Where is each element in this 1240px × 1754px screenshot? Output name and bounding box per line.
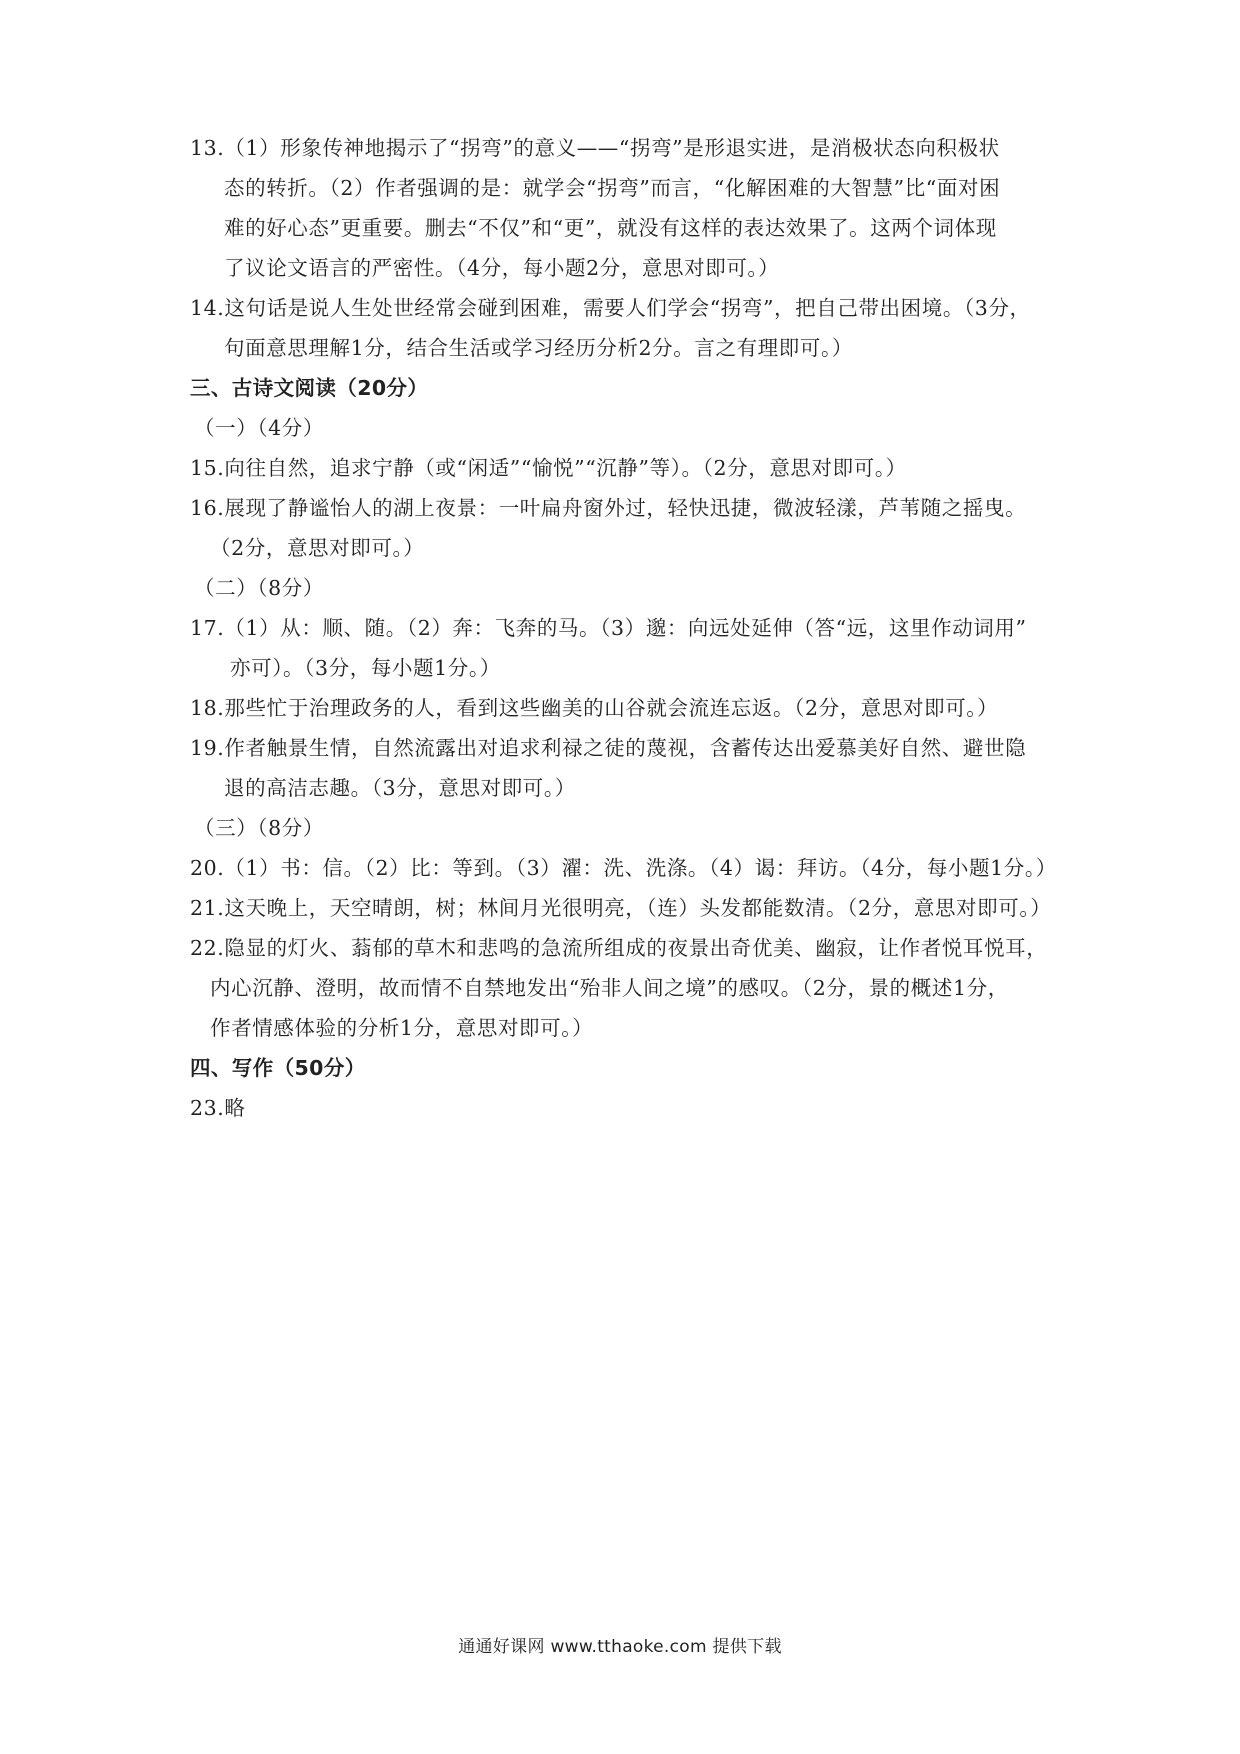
answer-13-line-3: 难的好心态”更重要。删去“不仅”和“更”，就没有这样的表达效果了。这两个词体现 <box>224 216 997 240</box>
section-heading-classical: 三、古诗文阅读（20分） <box>190 376 429 400</box>
answer-13-line-1: 13.（1）形象传神地揭示了“拐弯”的意义——“拐弯”是形退实进，是消极状态向积极状 <box>190 136 1000 160</box>
answer-16-line-2: （2分，意思对即可。） <box>210 536 425 560</box>
subsection-1: （一）（4分） <box>194 416 324 440</box>
answer-13-line-2: 态的转折。（2）作者强调的是：就学会“拐弯”而言，“化解困难的大智慧”比“面对困 <box>224 176 1001 200</box>
answer-17-line-2: 亦可）。（3分，每小题1分。） <box>230 656 501 680</box>
answer-19-line-2: 退的高洁志趣。（3分，意思对即可。） <box>224 776 576 800</box>
answer-19-line-1: 19.作者触景生情，自然流露出对追求利禄之徒的蔑视，含蓄传达出爱慕美好自然、避世隐 <box>190 736 1027 760</box>
section-heading-writing: 四、写作（50分） <box>190 1056 366 1080</box>
subsection-2: （二）（8分） <box>194 576 324 600</box>
answer-15: 15.向往自然，追求宁静（或“闲适”“愉悦”“沉静”等）。（2分，意思对即可。） <box>190 456 907 480</box>
answer-14-line-1: 14.这句话是说人生处世经常会碰到困难，需要人们学会“拐弯”，把自己带出困境。（3分， <box>190 296 1031 320</box>
answer-22-line-1: 22.隐显的灯火、蓊郁的草木和悲鸣的急流所组成的夜景出奇优美、幽寂，让作者悦耳悦耳， <box>190 936 1048 960</box>
answer-18: 18.那些忙于治理政务的人，看到这些幽美的山谷就会流连忘返。（2分，意思对即可。） <box>190 696 999 720</box>
answer-23: 23.略 <box>190 1096 246 1120</box>
answer-22-line-2: 内心沉静、澄明，故而情不自禁地发出“殆非人间之境”的感叹。（2分，景的概述1分， <box>210 976 1009 1000</box>
answer-17-line-1: 17.（1）从：顺、随。（2）奔：飞奔的马。（3）邈：向远处延伸（答“远，这里作动词用” <box>190 616 1027 640</box>
answer-20: 20.（1）书：信。（2）比：等到。（3）濯：洗、洗涤。（4）谒：拜访。（4分，每小题1分。） <box>190 856 1057 880</box>
subsection-3: （三）（8分） <box>194 816 324 840</box>
answer-14-line-2: 句面意思理解1分，结合生活或学习经历分析2分。言之有理即可。） <box>224 336 853 360</box>
answer-21: 21.这天晚上，天空晴朗，树；林间月光很明亮，（连）头发都能数清。（2分，意思对即可。） <box>190 896 1052 920</box>
answer-16-line-1: 16.展现了静谧怡人的湖上夜景：一叶扁舟窗外过，轻快迅捷，微波轻漾，芦苇随之摇曳。 <box>190 496 1027 520</box>
answer-22-line-3: 作者情感体验的分析1分，意思对即可。） <box>210 1016 594 1040</box>
page-footer: 通通好课网 www.tthaoke.com 提供下载 <box>458 1637 782 1657</box>
answer-13-line-4: 了议论文语言的严密性。（4分，每小题2分，意思对即可。） <box>224 256 780 280</box>
